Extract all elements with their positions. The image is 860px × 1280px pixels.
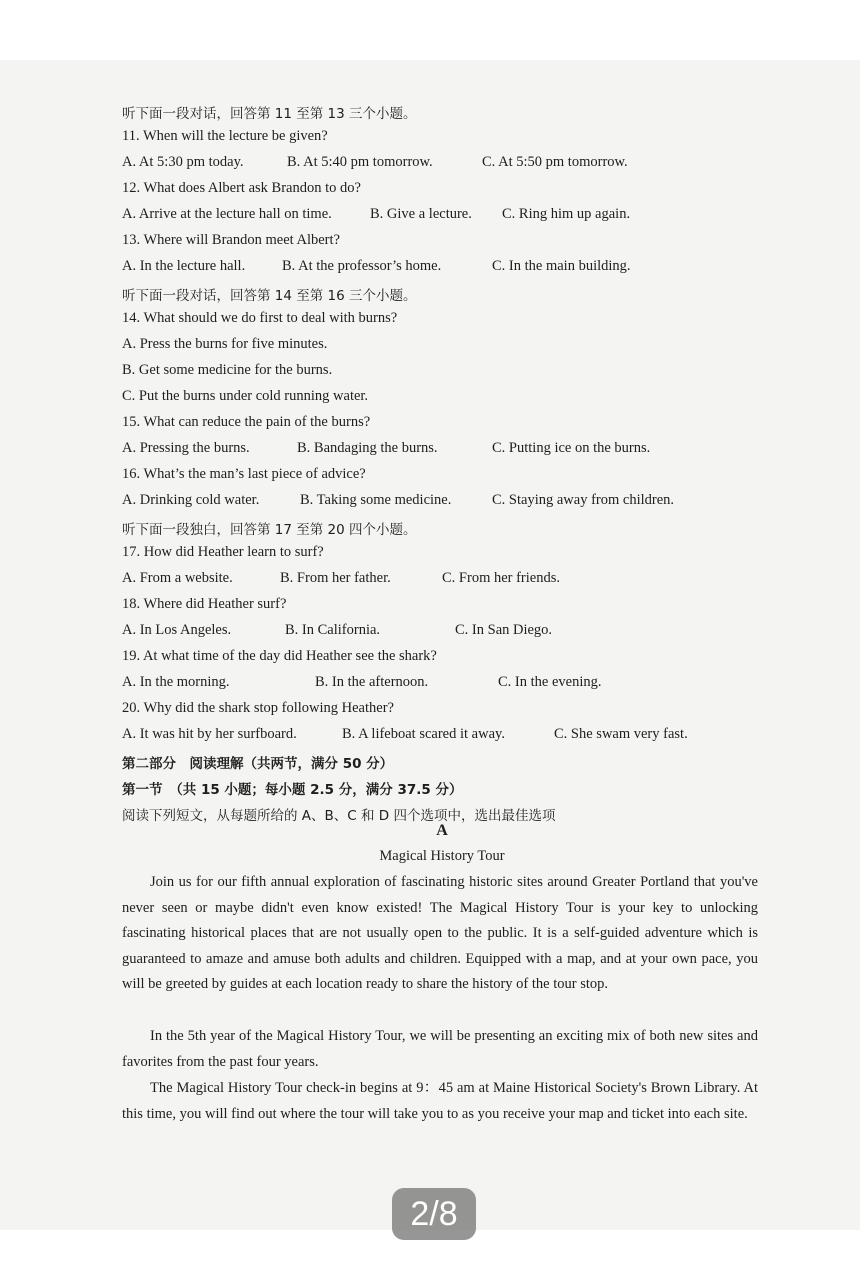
passage-letter: A: [436, 822, 448, 839]
option-16-b: B. Taking some medicine.: [300, 492, 452, 508]
option-12-b: B. Give a lecture.: [370, 206, 472, 222]
passage-title: Magical History Tour: [379, 848, 505, 864]
instruction-q14-16: 听下面一段对话，回答第 14 至第 16 三个小题。: [122, 288, 417, 304]
option-19-b: B. In the afternoon.: [315, 674, 429, 690]
passage-paragraph-2: In the 5th year of the Magical History Tour, we will be presenting an exciting mix of both new sites and favorites from the past four years.: [122, 1028, 758, 1070]
question-19: 19. At what time of the day did Heather see the shark?: [122, 648, 437, 664]
option-15-a: A. Pressing the burns.: [122, 440, 250, 456]
option-20-c: C. She swam very fast.: [554, 726, 688, 742]
question-16: 16. What’s the man’s last piece of advice?: [122, 466, 366, 482]
option-12-c: C. Ring him up again.: [502, 206, 631, 222]
option-11-a: A. At 5:30 pm today.: [122, 154, 244, 170]
option-15-b: B. Bandaging the burns.: [297, 440, 438, 456]
question-17: 17. How did Heather learn to surf?: [122, 544, 324, 560]
option-16-a: A. Drinking cold water.: [122, 492, 260, 508]
option-20-a: A. It was hit by her surfboard.: [122, 726, 297, 742]
passage-paragraph-1: Join us for our fifth annual exploration of fascinating historic sites around Greater Portland that you've never seen or maybe didn't even know existed! The Magical History Tour is your key to unlocking fascinating historical places that are not usually open to the public. It is a self-guided adventure which is guaranteed to amaze and amuse both adults and children. Equipped with a map, and at your own pace, you will be greeted by guides at each location ready to share the history of the tour stop.: [122, 874, 758, 993]
option-17-c: C. From her friends.: [442, 570, 560, 586]
question-20: 20. Why did the shark stop following Heather?: [122, 700, 394, 716]
question-12: 12. What does Albert ask Brandon to do?: [122, 180, 361, 196]
option-14-a: A. Press the burns for five minutes.: [122, 336, 328, 352]
question-11: 11. When will the lecture be given?: [122, 128, 328, 144]
option-13-a: A. In the lecture hall.: [122, 258, 246, 274]
question-13: 13. Where will Brandon meet Albert?: [122, 232, 340, 248]
option-14-b: B. Get some medicine for the burns.: [122, 362, 333, 378]
option-15-c: C. Putting ice on the burns.: [492, 440, 651, 456]
part-two-title: 第二部分 阅读理解（共两节，满分 50 分）: [122, 756, 394, 772]
page-indicator: 2/8: [392, 1188, 476, 1240]
reading-direction: 阅读下列短文，从每题所给的 A、B、C 和 D 四个选项中，选出最佳选项: [122, 808, 556, 824]
option-19-c: C. In the evening.: [498, 674, 602, 690]
option-11-c: C. At 5:50 pm tomorrow.: [482, 154, 628, 170]
option-14-c: C. Put the burns under cold running water.: [122, 388, 369, 404]
section-one-title: 第一节 （共 15 小题；每小题 2.5 分，满分 37.5 分）: [122, 782, 463, 798]
question-15: 15. What can reduce the pain of the burns?: [122, 414, 371, 430]
option-12-a: A. Arrive at the lecture hall on time.: [122, 206, 332, 222]
passage-paragraph-3: The Magical History Tour check-in begins at 9：45 am at Maine Historical Society's Brown Library. At this time, you will find out where the tour will take you to as you receive your map and ticket into each site.: [122, 1080, 758, 1122]
option-18-a: A. In Los Angeles.: [122, 622, 232, 638]
option-18-b: B. In California.: [285, 622, 381, 638]
option-13-b: B. At the professor’s home.: [282, 258, 442, 274]
option-19-a: A. In the morning.: [122, 674, 230, 690]
option-13-c: C. In the main building.: [492, 258, 631, 274]
option-17-b: B. From her father.: [280, 570, 391, 586]
question-14: 14. What should we do first to deal with burns?: [122, 310, 398, 326]
instruction-q17-20: 听下面一段独白，回答第 17 至第 20 四个小题。: [122, 522, 417, 538]
instruction-q11-13: 听下面一段对话，回答第 11 至第 13 三个小题。: [122, 106, 417, 122]
option-20-b: B. A lifeboat scared it away.: [342, 726, 505, 742]
question-18: 18. Where did Heather surf?: [122, 596, 287, 612]
option-17-a: A. From a website.: [122, 570, 233, 586]
option-11-b: B. At 5:40 pm tomorrow.: [287, 154, 433, 170]
option-18-c: C. In San Diego.: [455, 622, 553, 638]
option-16-c: C. Staying away from children.: [492, 492, 675, 508]
